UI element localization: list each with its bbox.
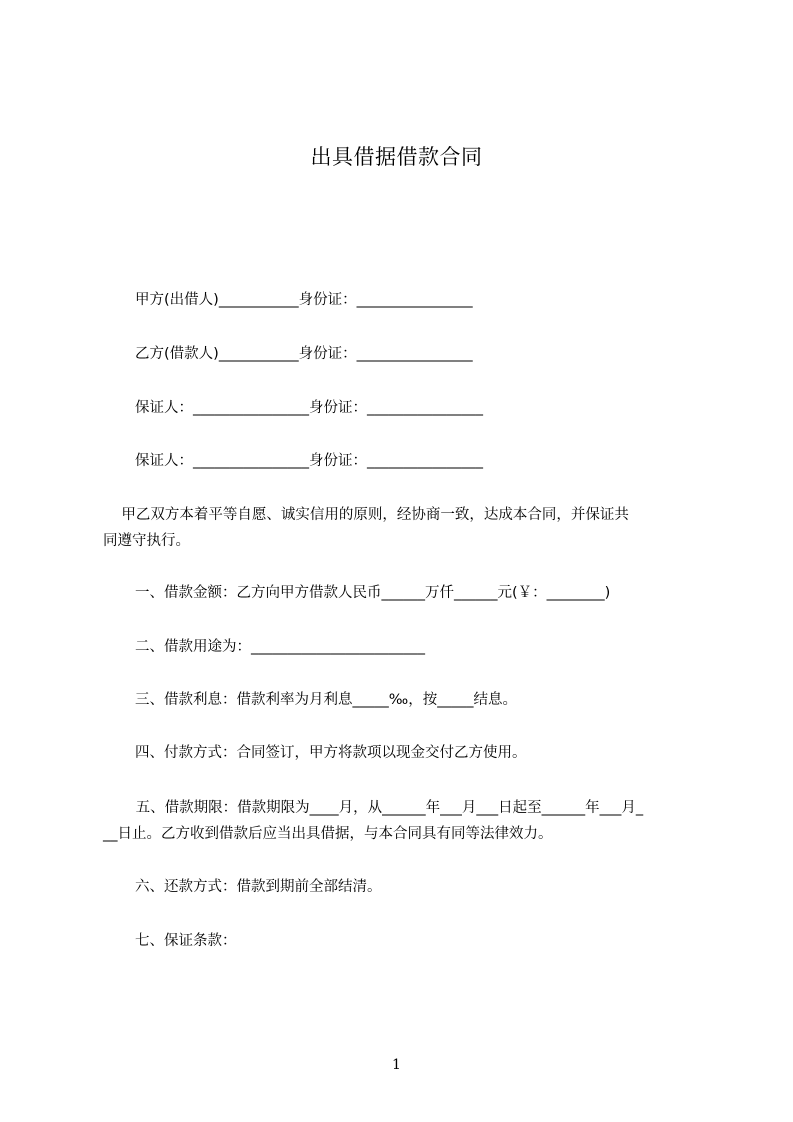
- preamble-line-1: 甲乙双方本着平等自愿、诚实信用的原则，经协商一致，达成本合同，并保证共: [103, 507, 629, 523]
- clause-term-line-1: 五、借款期限：借款期限为____月，从______年___月___日起至______年___月_: [131, 800, 644, 816]
- guarantor-line-1: 保证人：________________身份证：________________: [135, 400, 483, 416]
- clause-term-line-2: __日止。乙方收到借款后应当出具借据，与本合同具有同等法律效力。: [103, 826, 553, 842]
- lender-line: 甲方(出借人)___________身份证：________________: [135, 292, 473, 308]
- clause-repayment: 六、还款方式：借款到期前全部结清。: [135, 879, 382, 895]
- page-number: 1: [392, 1057, 401, 1073]
- document-title: 出具借据借款合同: [310, 145, 483, 169]
- clause-payment: 四、付款方式：合同签订，甲方将款项以现金交付乙方使用。: [135, 745, 527, 761]
- clause-purpose: 二、借款用途为：________________________: [135, 639, 425, 655]
- borrower-line: 乙方(借款人)___________身份证：________________: [135, 346, 473, 362]
- clause-amount: 一、借款金额：乙方向甲方借款人民币______万仟______元(￥：________): [135, 585, 611, 601]
- clause-guarantee: 七、保证条款：: [135, 933, 237, 949]
- guarantor-line-2: 保证人：________________身份证：________________: [135, 453, 483, 469]
- clause-interest: 三、借款利息：借款利率为月利息_____‰，按_____结息。: [135, 692, 517, 708]
- preamble-line-2: 同遵守执行。: [103, 533, 190, 549]
